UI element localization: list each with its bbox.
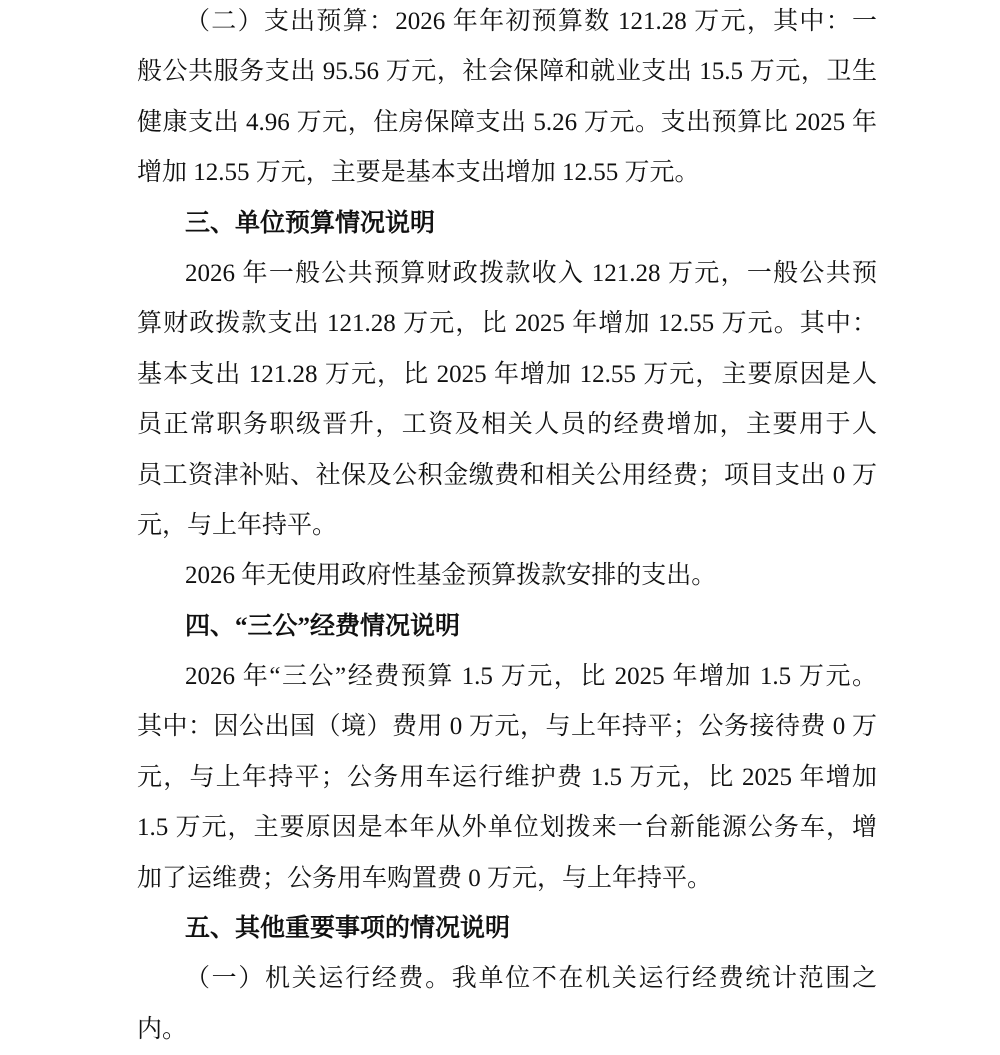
- text-line: 四、“三公”经费情况说明: [185, 612, 461, 640]
- text-line: 2026 年一般公共预算财政拨款收入 121.28 万元，一般公共预: [185, 259, 877, 287]
- text-line: 三、单位预算情况说明: [185, 209, 436, 237]
- section-heading: [137, 904, 877, 954]
- text-line: 元，与上年持平；公务用车运行维护费 1.5 万元，比 2025 年增加: [137, 763, 877, 791]
- text-line: 员正常职务职级晋升，工资及相关人员的经费增加，主要用于人: [137, 411, 877, 439]
- text-line: 其中：因公出国（境）费用 0 万元，与上年持平；公务接待费 0 万: [137, 713, 877, 741]
- text-line: 般公共服务支出 95.56 万元，社会保障和就业支出 15.5 万元，卫生: [137, 58, 877, 86]
- paragraph: [137, 954, 877, 1055]
- paragraph: [137, 652, 877, 904]
- text-line: （一）机关运行经费。我单位不在机关运行经费统计范围之: [185, 965, 877, 993]
- text-line: 加了运维费；公务用车购置费 0 万元，与上年持平。: [137, 864, 713, 892]
- text-line: （二）支出预算：2026 年年初预算数 121.28 万元，其中：一: [185, 8, 877, 35]
- document-page: [137, 0, 877, 1055]
- paragraph: [137, 249, 877, 551]
- text-line: 2026 年无使用政府性基金预算拨款安排的支出。: [185, 562, 717, 590]
- text-line: 内。: [137, 1015, 188, 1043]
- text-line: 2026 年“三公”经费预算 1.5 万元，比 2025 年增加 1.5 万元。: [185, 663, 877, 691]
- paragraph: [137, 0, 877, 199]
- text-line: 基本支出 121.28 万元，比 2025 年增加 12.55 万元，主要原因是人: [137, 360, 877, 388]
- text-line: 增加 12.55 万元，主要是基本支出增加 12.55 万元。: [137, 159, 700, 187]
- text-line: 算财政拨款支出 121.28 万元，比 2025 年增加 12.55 万元。其中：: [137, 310, 877, 338]
- text-line: 员工资津补贴、社保及公积金缴费和相关公用经费；项目支出 0 万: [137, 461, 877, 489]
- text-line: 五、其他重要事项的情况说明: [185, 915, 511, 943]
- text-line: 健康支出 4.96 万元，住房保障支出 5.26 万元。支出预算比 2025 年: [137, 108, 877, 136]
- section-heading: [137, 602, 877, 652]
- text-line: 元，与上年持平。: [137, 511, 338, 539]
- section-heading: [137, 199, 877, 249]
- text-line: 1.5 万元，主要原因是本年从外单位划拨来一台新能源公务车，增: [137, 814, 877, 842]
- paragraph: [137, 551, 877, 601]
